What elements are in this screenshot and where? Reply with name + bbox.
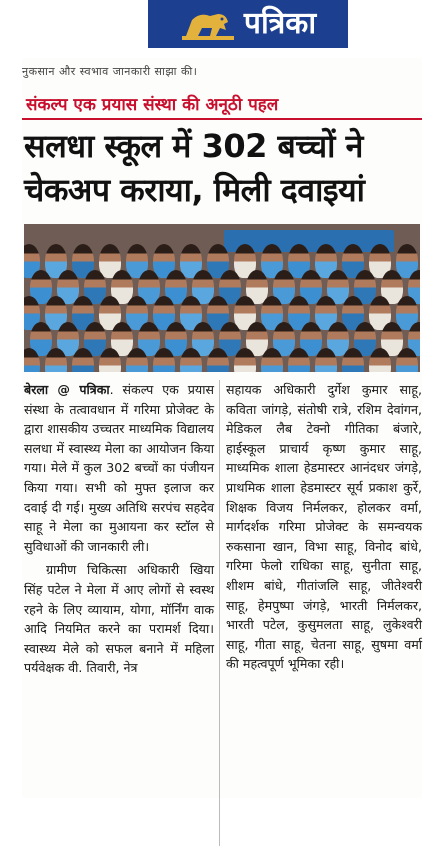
- headline-line-1: सलधा स्कूल में 302 बच्चों ने: [24, 127, 363, 165]
- divider: [22, 118, 422, 120]
- brand-name: पत्रिका: [243, 6, 317, 41]
- article-column-1: [24, 380, 214, 678]
- lion-icon: [180, 6, 236, 42]
- paragraph-1: [24, 380, 214, 556]
- paragraph-3: सहायक अधिकारी दुर्गेश कुमार साहू, कविता जांगड़े, संतोषी रात्रे, रशिम देवांगन, मेडिकल लैब टेक्नो गीतिका बंजारे, हाईस्कूल प्राचार्य कृष्ण कुमार साहू, माध्यमिक शाला हेडमास्टर आनंदधर जंगड़े, प्राथमिक शाला हेडमास्टर सूर्य प्रकाश कुर्रे, शिक्षक विजय निर्मलकर, होलकर वर्मा, मार्गदर्शक गरिमा प्रोजेक्ट के समन्वयक रुकसाना खान, विभा साहू, विनोद बांधे, गरिमा फेलो राधिका साहू, सुनीता साहू, शीशम बांधे, गीतांजलि साहू, जीतेश्वरी साहू, हेमपुष्पा जंगड़े, भारती निर्मलकर, भारती पटेल, कुसुमलता साहू, लुकेश्वरी साहू, गीता साहू, चेतना साहू, सुषमा वर्मा की महत्वपूर्ण भूमिका रही।: [226, 382, 422, 672]
- news-photo: [24, 224, 420, 372]
- masthead: [148, 0, 348, 48]
- dateline: बेरला @ पत्रिका: [24, 382, 110, 397]
- cutoff-text: नुकसान और स्वभाव जानकारी साझा की।: [22, 65, 198, 78]
- headline: [24, 124, 420, 212]
- article-column-2: [226, 380, 422, 674]
- headline-line-2: चेकअप कराया, मिली दवाइयां: [24, 171, 365, 209]
- news-clipping: [22, 58, 422, 798]
- kicker: संकल्प एक प्रयास संस्था की अनूठी पहल: [26, 95, 279, 115]
- paragraph-1-text: . संकल्प एक प्रयास संस्था के तत्वावधान में गरिमा प्रोजेक्ट के द्वारा शासकीय उच्चतर माध्यमिक विद्यालय सलधा में स्वास्थ्य मेला का आयोजन किया गया। मेले में कुल 302 बच्चों का पंजीयन किया गया। सभी को मुफ्त इलाज कर दवाई दी गई। मुख्य अतिथि सरपंच सहदेव साहू ने मेला का मुआयना कर स्टॉल से सुविधाओं की जानकारी ली।: [24, 382, 214, 554]
- paragraph-2: ग्रामीण चिकित्सा अधिकारी खिया सिंह पटेल ने मेला में आए लोगों से स्वस्थ रहने के लिए व्यायाम, योगा, मॉर्निंग वाक आदि नियमित करने का परामर्श दिया। स्वास्थ्य मेले को सफल बनाने में महिला पर्यवेक्षक वी. तिवारी, नेत्र: [24, 562, 214, 676]
- column-divider: [219, 380, 220, 846]
